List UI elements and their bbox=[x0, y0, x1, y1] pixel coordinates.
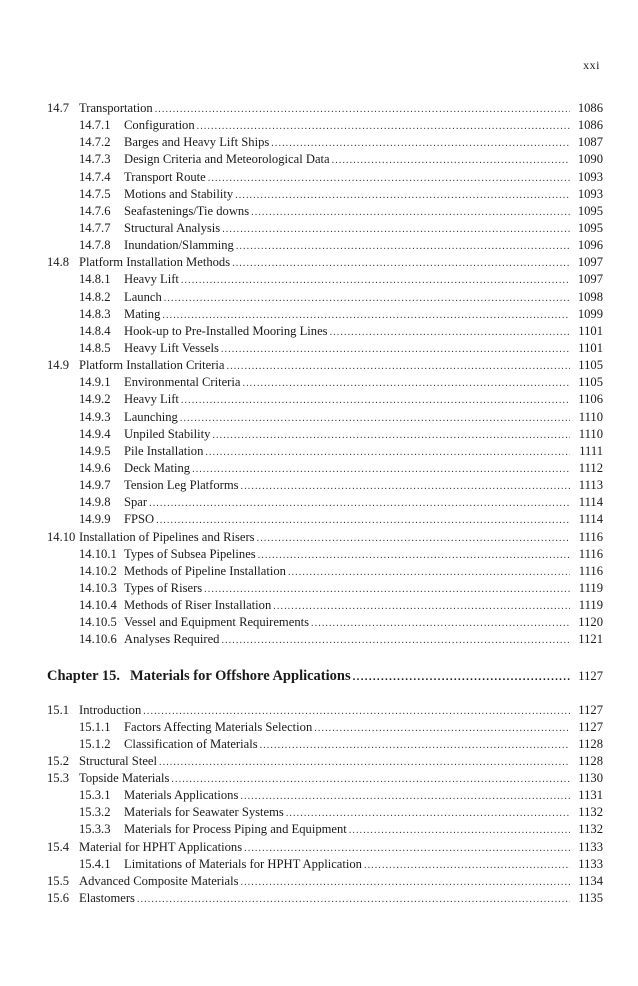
dot-leader bbox=[251, 204, 570, 221]
toc-entry-title: Unpiled Stability bbox=[124, 426, 211, 441]
dot-leader bbox=[271, 135, 570, 152]
toc-entry-number: 15.4.1 bbox=[79, 856, 111, 871]
dot-leader bbox=[236, 238, 570, 255]
dot-leader bbox=[212, 427, 570, 444]
toc-entry-title: Limitations of Materials for HPHT Application bbox=[124, 856, 362, 871]
toc-entry-title: Types of Subsea Pipelines bbox=[124, 546, 256, 561]
dot-leader bbox=[208, 170, 570, 187]
toc-entry[interactable] bbox=[47, 839, 603, 856]
toc-entry[interactable] bbox=[47, 306, 603, 323]
toc-entry-number: 15.6 bbox=[47, 891, 70, 906]
toc-entry[interactable] bbox=[47, 426, 603, 443]
dot-leader bbox=[222, 221, 570, 238]
toc-entry-number: 14.7.7 bbox=[79, 220, 111, 235]
dot-leader bbox=[311, 615, 570, 632]
toc-entry-page: 1119 bbox=[578, 598, 603, 613]
dot-leader bbox=[258, 547, 570, 564]
toc-entry-title: Material for HPHT Applications bbox=[79, 839, 243, 854]
dot-leader bbox=[171, 771, 570, 788]
dot-leader bbox=[286, 805, 570, 822]
toc-entry-number: 15.3.2 bbox=[79, 805, 111, 820]
toc-entry-number: 14.8.1 bbox=[79, 272, 111, 287]
dot-leader bbox=[242, 375, 570, 392]
toc-entry-page: 1086 bbox=[577, 118, 603, 133]
dot-leader bbox=[159, 754, 570, 771]
toc-entry-title: Classification of Materials bbox=[124, 736, 258, 751]
toc-entry-page: 1133 bbox=[578, 839, 603, 854]
toc-entry[interactable] bbox=[47, 443, 603, 460]
toc-entry-number: 14.9.9 bbox=[79, 512, 111, 527]
toc-entry-title: Platform Installation Methods bbox=[79, 255, 231, 270]
toc-entry[interactable] bbox=[47, 890, 603, 907]
toc-entry-page: 1119 bbox=[578, 580, 603, 595]
toc-entry-page: 1130 bbox=[578, 771, 603, 786]
toc-entry-title: Advanced Composite Materials bbox=[79, 873, 239, 888]
dot-leader bbox=[204, 581, 570, 598]
chapter-title: Materials for Offshore Applications bbox=[130, 667, 351, 684]
toc-entry-title: Deck Mating bbox=[124, 460, 191, 475]
toc-entry[interactable] bbox=[47, 237, 603, 254]
toc-entry-title: Launching bbox=[124, 409, 178, 424]
toc-entry-title: Types of Risers bbox=[124, 580, 203, 595]
toc-entry-page: 1127 bbox=[578, 702, 603, 717]
dot-leader bbox=[288, 564, 570, 581]
toc-entry-title: Transportation bbox=[79, 101, 153, 115]
dot-leader bbox=[353, 671, 570, 683]
toc-entry-number: 14.7.4 bbox=[79, 169, 111, 184]
toc-entry-page: 1090 bbox=[577, 152, 603, 167]
toc-entry-title: Heavy Lift Vessels bbox=[124, 340, 219, 355]
toc-entry-number: 15.3 bbox=[47, 771, 70, 786]
toc-entry-number: 15.1.1 bbox=[79, 719, 111, 734]
toc-entry[interactable] bbox=[47, 357, 603, 374]
toc-entry[interactable] bbox=[47, 546, 603, 563]
toc-entry-number: 14.9.8 bbox=[79, 495, 111, 510]
toc-entry-title: Materials for Seawater Systems bbox=[124, 805, 284, 820]
dot-leader bbox=[137, 891, 570, 908]
toc-entry-page: 1116 bbox=[578, 529, 603, 544]
toc-entry-number: 14.9.2 bbox=[79, 392, 111, 407]
toc-entry-title: Hook-up to Pre-Installed Mooring Lines bbox=[124, 323, 328, 338]
toc-entry[interactable] bbox=[47, 151, 603, 168]
toc-entry-title: Launch bbox=[124, 289, 162, 304]
toc-entry-page: 1132 bbox=[578, 822, 603, 837]
toc-entry[interactable] bbox=[47, 203, 603, 220]
toc-entry[interactable] bbox=[47, 580, 603, 597]
toc-entry-title: Pile Installation bbox=[124, 443, 204, 458]
toc-entry-page: 1096 bbox=[577, 238, 603, 253]
toc-entry-number: 14.9 bbox=[47, 358, 70, 373]
toc-entry-number: 14.8.4 bbox=[79, 323, 111, 338]
dot-leader bbox=[241, 478, 570, 495]
toc-entry[interactable] bbox=[47, 289, 603, 306]
toc-entry[interactable] bbox=[47, 374, 603, 391]
toc-entry[interactable] bbox=[47, 100, 603, 117]
toc-entry-page: 1133 bbox=[578, 856, 603, 871]
toc-entry-number: 14.7.2 bbox=[79, 135, 111, 150]
toc-entry-page: 1101 bbox=[578, 323, 603, 338]
toc-entry[interactable] bbox=[47, 271, 603, 288]
toc-entry[interactable] bbox=[47, 220, 603, 237]
toc-entry[interactable] bbox=[47, 702, 603, 719]
toc-entry-title: Analyses Required bbox=[124, 632, 220, 647]
toc-entry-number: 14.10.6 bbox=[79, 632, 117, 647]
toc-entry-number: 14.7.5 bbox=[79, 186, 111, 201]
toc-entry[interactable] bbox=[47, 169, 603, 186]
toc-entry-title: Inundation/Slamming bbox=[124, 238, 234, 253]
toc-entry-title: Methods of Pipeline Installation bbox=[124, 563, 286, 578]
toc-entry-title: Mating bbox=[124, 306, 161, 321]
toc-entry-page: 1111 bbox=[579, 443, 603, 458]
toc-entry-title: Materials for Process Piping and Equipment bbox=[124, 822, 347, 837]
dot-leader bbox=[156, 512, 570, 529]
toc-entry-number: 14.10.1 bbox=[79, 546, 117, 561]
toc-entry[interactable] bbox=[47, 856, 603, 873]
toc-entry-page: 1112 bbox=[578, 460, 603, 475]
toc-entry-page: 1132 bbox=[578, 805, 603, 820]
toc-entry-number: 14.7.6 bbox=[79, 203, 111, 218]
toc-entry-title: Transport Route bbox=[124, 169, 206, 184]
toc-entry-page: 1128 bbox=[578, 753, 603, 768]
toc-entry-page: 1110 bbox=[578, 409, 603, 424]
toc-entry[interactable] bbox=[47, 614, 603, 631]
dot-leader bbox=[181, 392, 570, 409]
toc-entry-number: 14.9.4 bbox=[79, 426, 111, 441]
toc-entry[interactable] bbox=[47, 511, 603, 528]
toc-entry-title: FPSO bbox=[124, 512, 155, 527]
toc-entry[interactable] bbox=[47, 770, 603, 787]
toc-entry-page: 1095 bbox=[577, 203, 603, 218]
dot-leader bbox=[244, 840, 570, 857]
toc-entry-title: Design Criteria and Meteorological Data bbox=[124, 152, 330, 167]
toc-entry-title: Installation of Pipelines and Risers bbox=[79, 529, 255, 544]
dot-leader bbox=[164, 290, 570, 307]
toc-entry[interactable] bbox=[47, 477, 603, 494]
toc-entry[interactable] bbox=[47, 409, 603, 426]
toc-entry-page: 1097 bbox=[577, 255, 603, 270]
dot-leader bbox=[235, 187, 570, 204]
toc-entry-title: Topside Materials bbox=[79, 771, 170, 786]
toc-entry[interactable] bbox=[47, 719, 603, 736]
toc-entry-number: 15.5 bbox=[47, 873, 70, 888]
dot-leader bbox=[162, 307, 570, 324]
toc-entry-number: 14.7.3 bbox=[79, 152, 111, 167]
dot-leader bbox=[143, 703, 570, 720]
toc-entry-number: 14.7 bbox=[47, 101, 70, 115]
dot-leader bbox=[192, 461, 570, 478]
toc-entry-page: 1087 bbox=[577, 135, 603, 150]
toc-entry-title: Environmental Criteria bbox=[124, 375, 241, 390]
chapter-page: 1127 bbox=[578, 668, 603, 683]
dot-leader bbox=[232, 255, 570, 272]
toc-entry-title: Tension Leg Platforms bbox=[124, 478, 239, 493]
toc-entry-number: 15.2 bbox=[47, 753, 70, 768]
toc-entry-number: 15.3.3 bbox=[79, 822, 111, 837]
dot-leader bbox=[205, 444, 570, 461]
toc-entry[interactable] bbox=[47, 563, 603, 580]
toc-entry-number: 15.1.2 bbox=[79, 736, 111, 751]
toc-entry[interactable] bbox=[47, 340, 603, 357]
toc-entry-page: 1095 bbox=[577, 220, 603, 235]
toc-entry-number: 14.8.2 bbox=[79, 289, 111, 304]
toc-entry[interactable] bbox=[47, 117, 603, 134]
dot-leader bbox=[181, 272, 570, 289]
toc-entry-title: Platform Installation Criteria bbox=[79, 358, 225, 373]
dot-leader bbox=[364, 857, 570, 874]
toc-entry[interactable] bbox=[47, 821, 603, 838]
toc-entry[interactable] bbox=[47, 631, 603, 648]
dot-leader bbox=[349, 822, 570, 839]
toc-entry-page: 1101 bbox=[578, 340, 603, 355]
dot-leader bbox=[273, 598, 570, 615]
dot-leader bbox=[330, 324, 570, 341]
toc-entry-number: 14.9.6 bbox=[79, 460, 111, 475]
toc-entry-page: 1086 bbox=[577, 101, 603, 115]
toc-entry-page: 1110 bbox=[578, 426, 603, 441]
toc-entry-title: Materials Applications bbox=[124, 788, 239, 803]
toc-entry-number: 14.9.3 bbox=[79, 409, 111, 424]
toc-entry-page: 1099 bbox=[577, 306, 603, 321]
dot-leader bbox=[155, 101, 570, 118]
dot-leader bbox=[221, 341, 570, 358]
toc-entry-number: 14.7.1 bbox=[79, 118, 111, 133]
toc-entry-title: Configuration bbox=[124, 118, 195, 133]
toc-entry-title: Methods of Riser Installation bbox=[124, 598, 272, 613]
dot-leader bbox=[221, 632, 570, 649]
toc-entry[interactable] bbox=[47, 529, 603, 546]
toc-entry-page: 1106 bbox=[578, 392, 603, 407]
toc-entry-number: 14.8 bbox=[47, 255, 70, 270]
toc-entry-number: 14.10.5 bbox=[79, 615, 117, 630]
dot-leader bbox=[180, 410, 570, 427]
toc-entry[interactable] bbox=[47, 323, 603, 340]
toc-entry[interactable] bbox=[47, 736, 603, 753]
toc-entry[interactable] bbox=[47, 494, 603, 511]
toc-entry-title: Elastomers bbox=[79, 891, 135, 906]
toc-entry-page: 1114 bbox=[578, 495, 603, 510]
toc-entry[interactable] bbox=[47, 787, 603, 804]
toc-entry-number: 14.9.5 bbox=[79, 443, 111, 458]
toc-entry-page: 1131 bbox=[578, 788, 603, 803]
toc-entry-title: Vessel and Equipment Requirements bbox=[124, 615, 310, 630]
dot-leader bbox=[314, 720, 570, 737]
toc-entry-title: Structural Analysis bbox=[124, 220, 221, 235]
dot-leader bbox=[332, 152, 570, 169]
toc-entry-number: 14.10.4 bbox=[79, 598, 117, 613]
dot-leader bbox=[197, 118, 570, 135]
toc-entry-page: 1105 bbox=[578, 358, 603, 373]
toc-entry-number: 14.9.1 bbox=[79, 375, 111, 390]
toc-entry-page: 1116 bbox=[578, 563, 603, 578]
toc-entry-number: 14.10 bbox=[47, 529, 76, 544]
page-number: xxi bbox=[583, 58, 600, 72]
toc-entry-title: Structural Steel bbox=[79, 753, 157, 768]
toc-entry-page: 1093 bbox=[577, 186, 603, 201]
toc-entry-page: 1098 bbox=[577, 289, 603, 304]
toc-entry[interactable] bbox=[47, 753, 603, 770]
chapter-label: Chapter 15. bbox=[47, 667, 121, 684]
toc-entry-title: Introduction bbox=[79, 702, 142, 717]
toc-entry-page: 1128 bbox=[578, 736, 603, 751]
toc-entry-title: Barges and Heavy Lift Ships bbox=[124, 135, 270, 150]
toc-entry-page: 1134 bbox=[578, 873, 603, 888]
toc-entry-title: Spar bbox=[124, 495, 148, 510]
toc-entry-number: 14.9.7 bbox=[79, 478, 111, 493]
toc-entry[interactable] bbox=[47, 873, 603, 890]
toc-entry-page: 1135 bbox=[578, 891, 603, 906]
dot-leader bbox=[257, 530, 570, 547]
toc-entry-page: 1114 bbox=[578, 512, 603, 527]
toc-entry-page: 1113 bbox=[578, 478, 603, 493]
toc-entry-page: 1093 bbox=[577, 169, 603, 184]
dot-leader bbox=[149, 495, 570, 512]
toc-entry[interactable] bbox=[47, 186, 603, 203]
toc-entry-title: Heavy Lift bbox=[124, 392, 179, 407]
toc-entry-number: 14.8.3 bbox=[79, 306, 111, 321]
toc-entry-title: Factors Affecting Materials Selection bbox=[124, 719, 313, 734]
toc-entry-page: 1105 bbox=[578, 375, 603, 390]
toc-section-list-15 bbox=[47, 702, 603, 908]
toc-entry-number: 15.3.1 bbox=[79, 788, 111, 803]
chapter-heading[interactable] bbox=[47, 668, 603, 688]
dot-leader bbox=[240, 788, 570, 805]
table-of-contents bbox=[47, 100, 603, 907]
toc-entry-title: Motions and Stability bbox=[124, 186, 234, 201]
toc-entry-number: 15.1 bbox=[47, 702, 70, 717]
toc-entry-number: 14.10.3 bbox=[79, 580, 117, 595]
toc-entry-title: Seafastenings/Tie downs bbox=[124, 203, 250, 218]
toc-entry[interactable] bbox=[47, 134, 603, 151]
toc-entry[interactable] bbox=[47, 597, 603, 614]
toc-entry[interactable] bbox=[47, 460, 603, 477]
toc-entry-number: 14.10.2 bbox=[79, 563, 117, 578]
toc-entry-page: 1120 bbox=[578, 615, 603, 630]
dot-leader bbox=[227, 358, 571, 375]
toc-entry-number: 14.7.8 bbox=[79, 238, 111, 253]
toc-entry[interactable] bbox=[47, 804, 603, 821]
toc-entry[interactable] bbox=[47, 391, 603, 408]
toc-entry-page: 1116 bbox=[578, 546, 603, 561]
toc-entry-page: 1127 bbox=[578, 719, 603, 734]
toc-entry-title: Heavy Lift bbox=[124, 272, 179, 287]
toc-section-list-14 bbox=[47, 100, 603, 649]
toc-entry-page: 1121 bbox=[578, 632, 603, 647]
toc-entry-number: 14.8.5 bbox=[79, 340, 111, 355]
dot-leader bbox=[240, 874, 570, 891]
toc-entry[interactable] bbox=[47, 254, 603, 271]
dot-leader bbox=[260, 737, 570, 754]
toc-entry-page: 1097 bbox=[577, 272, 603, 287]
toc-entry-number: 15.4 bbox=[47, 839, 70, 854]
